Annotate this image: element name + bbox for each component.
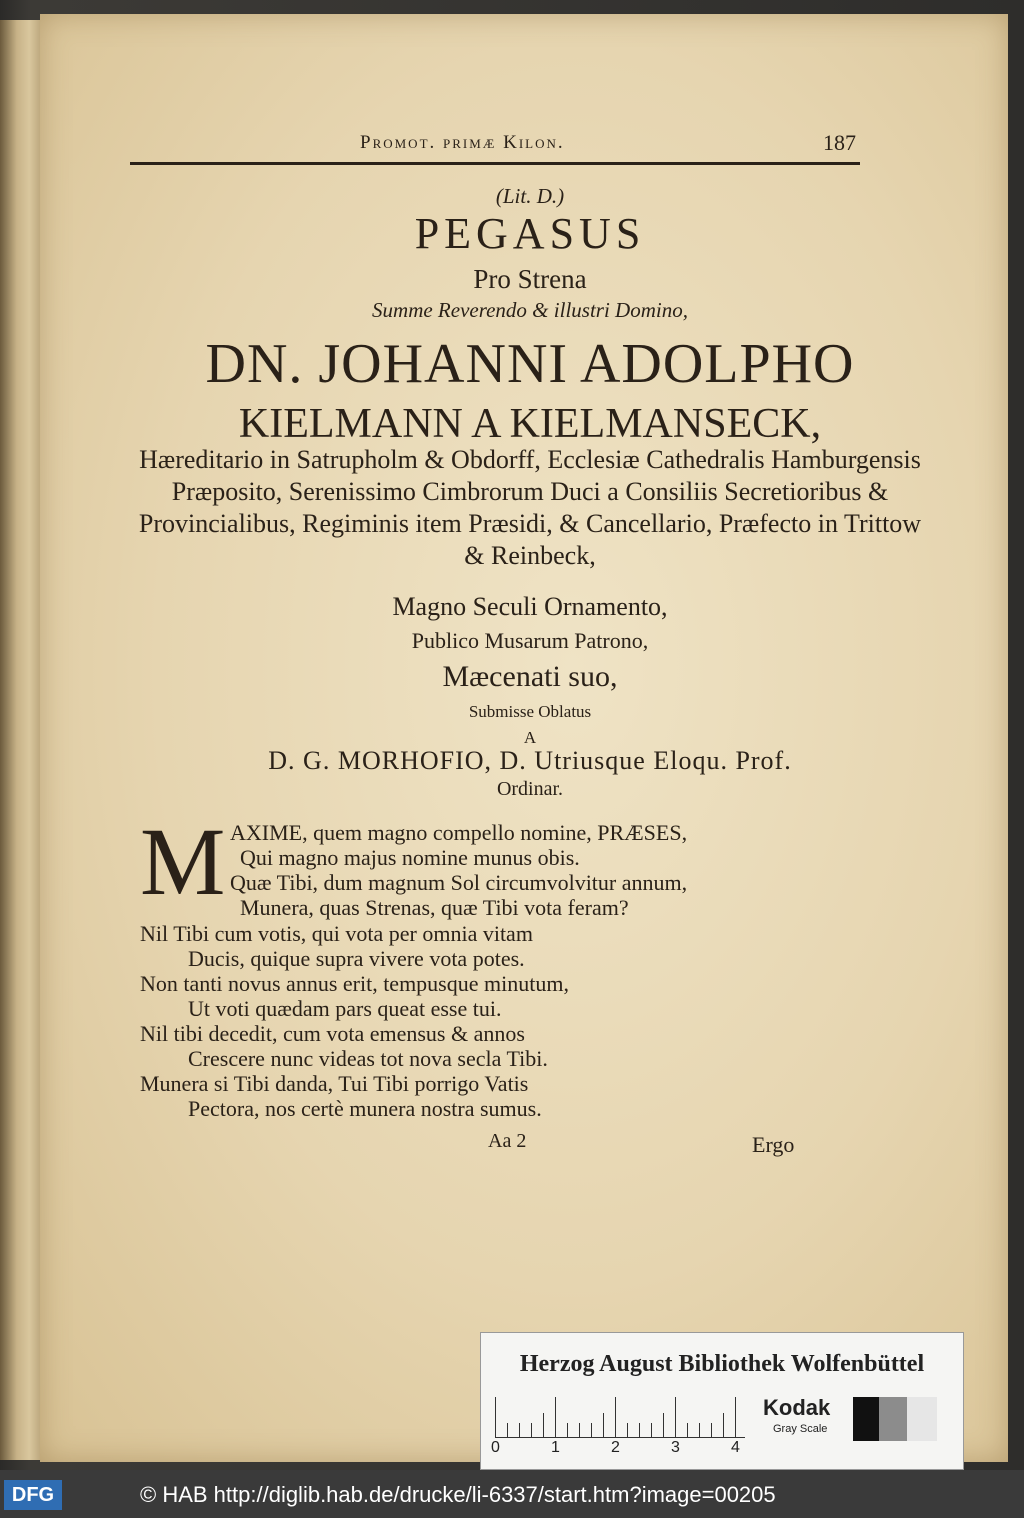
pro-strena: Pro Strena: [473, 264, 587, 294]
ruler-tick: [687, 1423, 688, 1437]
ruler-tick: [711, 1423, 712, 1437]
ruler-tick: [603, 1413, 604, 1437]
dfg-logo[interactable]: DFG: [4, 1480, 62, 1510]
ruler-number: 1: [551, 1439, 560, 1456]
signature-mark: Aa 2: [488, 1130, 527, 1152]
header-rule: [130, 162, 860, 165]
ruler-tick: [639, 1423, 640, 1437]
dedicatee-titles: Hæreditario in Satrupholm & Obdorff, Ecclesiæ Cathedralis Hamburgensis Præposito, Serenissimo Cimbrorum Duci a Consiliis Secretioribus & Provincialibus, Regiminis item Præsidi, & Cancellario, Præfecto in Trittow & Reinbeck,: [138, 445, 922, 570]
poem-line: Munera si Tibi danda, Tui Tibi porrigo Vatis: [140, 1071, 529, 1096]
ruler-tick: [555, 1397, 556, 1437]
catchword: Ergo: [752, 1132, 795, 1157]
copyright-url[interactable]: © HAB http://diglib.hab.de/drucke/li-6337/start.htm?image=00205: [140, 1482, 776, 1507]
ruler-tick: [699, 1423, 700, 1437]
honorific-publico: Publico Musarum Patrono,: [411, 628, 649, 653]
dedication-line: Summe Reverendo & illustri Domino,: [372, 298, 688, 322]
author-ordinar: Ordinar.: [496, 778, 564, 800]
gray-scale-label: Gray Scale: [773, 1423, 828, 1435]
drop-cap: M: [140, 808, 226, 915]
submisse-oblatus: Submisse Oblatus: [468, 702, 592, 721]
page-header: [130, 128, 860, 164]
poem-line: Quæ Tibi, dum magnum Sol circumvolvitur annum,: [230, 870, 688, 895]
running-title: Promot. primæ Kilon.: [360, 132, 565, 153]
honorific-magno: Magno Seculi Ornamento,: [392, 592, 668, 621]
lit-label: (Lit. D.): [495, 184, 565, 208]
poem-line: Crescere nunc videas tot nova secla Tibi.: [188, 1046, 548, 1071]
ruler-tick: [495, 1397, 496, 1437]
author-name: D. G. MORHOFIO, D. Utriusque Eloqu. Prof.: [268, 746, 792, 775]
ruler-number: 2: [611, 1439, 620, 1456]
ruler-number: 4: [731, 1439, 740, 1456]
ruler-tick: [675, 1397, 676, 1437]
gray-swatch-mid: [879, 1397, 907, 1441]
dedicatee-name-line1: DN. JOHANNI ADOLPHO: [205, 333, 855, 395]
viewer-footer: [0, 1470, 1024, 1518]
poem-line: Nil tibi decedit, cum vota emensus & annos: [140, 1021, 525, 1046]
ruler-tick: [591, 1423, 592, 1437]
kodak-logo: Kodak: [763, 1395, 831, 1420]
author-prefix: A: [523, 728, 537, 747]
page-number: 187: [823, 130, 856, 155]
ruler-tick: [627, 1423, 628, 1437]
scale-ruler: [495, 1397, 745, 1438]
poem-title: PEGASUS: [414, 209, 646, 258]
poem-line: Ducis, quique supra vivere vota potes.: [188, 946, 525, 971]
ruler-tick: [567, 1423, 568, 1437]
poem-line: Munera, quas Strenas, quæ Tibi vota feram?: [240, 895, 629, 920]
facing-page-edge: [0, 20, 42, 1460]
library-name: Herzog August Bibliothek Wolfenbüttel: [519, 1351, 925, 1377]
gray-swatch-black: [853, 1397, 879, 1441]
poem-body: [130, 810, 850, 1120]
ruler-tick: [663, 1413, 664, 1437]
ruler-number: 3: [671, 1439, 680, 1456]
gray-swatch-light: [907, 1397, 937, 1441]
color-chart: [480, 1332, 964, 1470]
dedicatee-name-line2: KIELMANN A KIELMANSECK,: [238, 401, 822, 447]
ruler-tick: [507, 1423, 508, 1437]
ruler-tick: [651, 1423, 652, 1437]
poem-line: Nil Tibi cum votis, qui vota per omnia vitam: [140, 921, 533, 946]
ruler-tick: [735, 1397, 736, 1437]
poem-line: AXIME, quem magno compello nomine, PRÆSES,: [230, 820, 688, 845]
honorific-maecenati: Mæcenati suo,: [442, 660, 618, 693]
ruler-number: 0: [491, 1439, 500, 1456]
book-page: [40, 14, 1008, 1462]
ruler-tick: [723, 1413, 724, 1437]
poem-line: Non tanti novus annus erit, tempusque minutum,: [140, 971, 569, 996]
ruler-tick: [531, 1423, 532, 1437]
ruler-tick: [579, 1423, 580, 1437]
poem-line: Pectora, nos certè munera nostra sumus.: [188, 1096, 542, 1121]
poem-line: Qui magno majus nomine munus obis.: [240, 845, 580, 870]
ruler-tick: [519, 1423, 520, 1437]
ruler-tick: [543, 1413, 544, 1437]
poem-line: Ut voti quædam pars queat esse tui.: [188, 996, 502, 1021]
ruler-tick: [615, 1397, 616, 1437]
